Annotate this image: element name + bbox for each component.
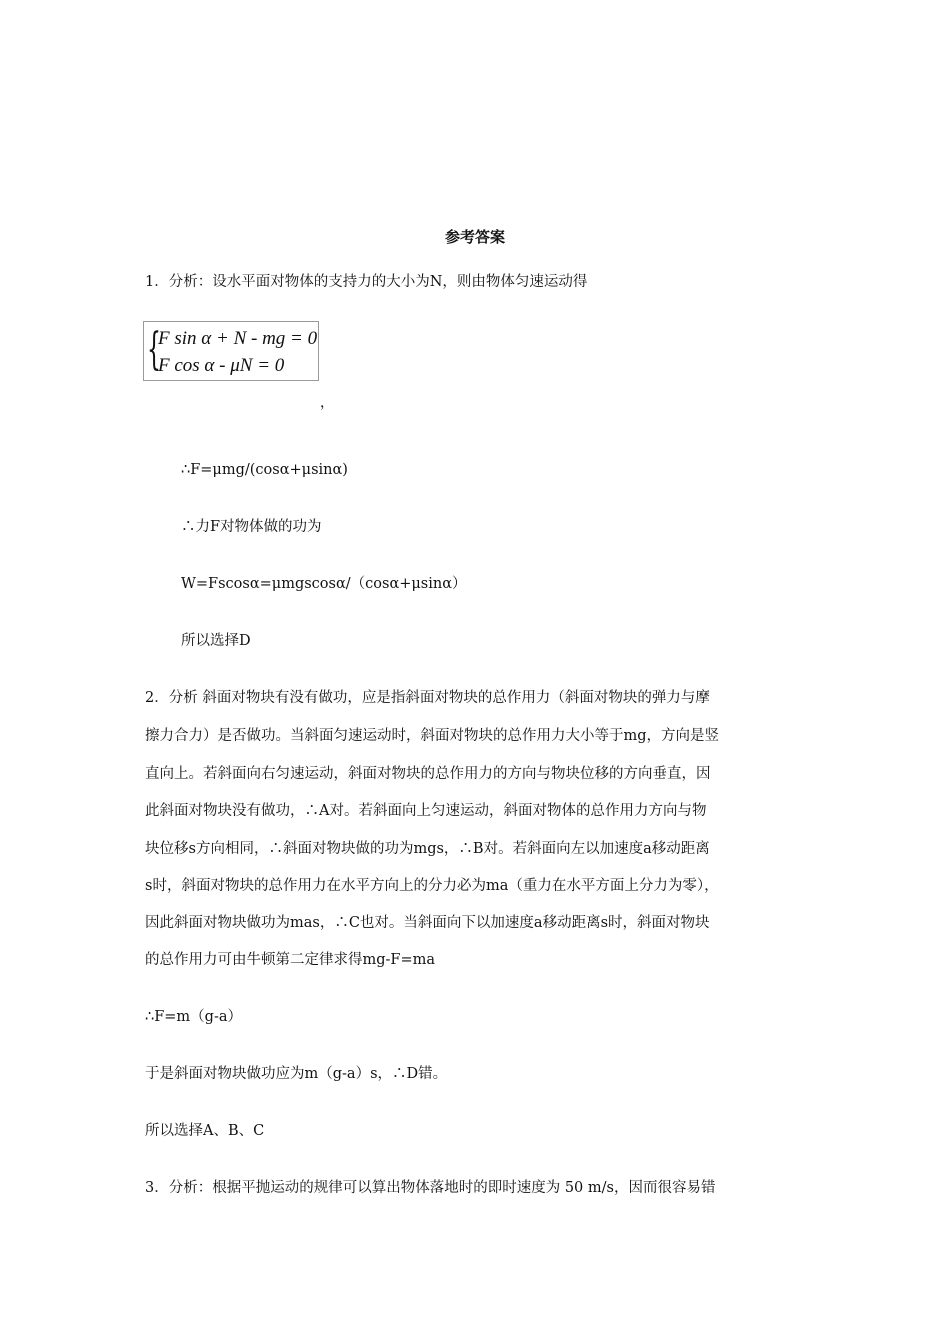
q2-line: 块位移s方向相同，∴斜面对物块做的功为mgs，∴B对。若斜面向左以加速度a移动距离 [145,841,710,857]
q1-work-intro: ∴力F对物体做的功为 [181,519,322,535]
q2-line: 2．分析 斜面对物块有没有做功，应是指斜面对物块的总作用力（斜面对物块的弹力与摩 [145,690,710,706]
equation-comma: ， [320,395,334,411]
page-title: 参考答案 [444,228,505,246]
q2-line: 因此斜面对物块做功为mas，∴C也对。当斜面向下以加速度a移动距离s时，斜面对物块 [145,915,710,931]
q1-work-formula: W=Fscosα=μmgscosα/（cosα+μsinα） [181,576,467,592]
q1-intro: 1．分析：设水平面对物体的支持力的大小为N，则由物体匀速运动得 [145,274,588,290]
q2-line: 直向上。若斜面向右匀速运动，斜面对物块的总作用力的方向与物块位移的方向垂直，因 [145,766,711,782]
q2-force-result: ∴F=m（g-a） [145,1009,243,1025]
q2-line: 此斜面对物块没有做功，∴A对。若斜面向上匀速运动，斜面对物体的总作用力方向与物 [145,803,707,819]
equation-system-box [143,321,319,381]
q2-line: 的总作用力可由牛顿第二定律求得mg-F=ma [145,952,436,968]
q2-line: s时，斜面对物块的总作用力在水平方向上的分力必为ma（重力在水平方面上分力为零）， [145,878,719,894]
q1-answer: 所以选择D [181,633,251,649]
equation-2: F cos α - μN = 0 [158,355,285,376]
equation-1: F sin α + N - mg = 0 [158,328,318,349]
q2-answer: 所以选择A、B、C [145,1123,265,1139]
q1-force-result: ∴F=μmg/(cosα+μsinα) [181,462,348,478]
q2-line: 擦力合力）是否做功。当斜面匀速运动时，斜面对物块的总作用力大小等于mg，方向是竖 [145,728,720,744]
q3-intro: 3．分析：根据平抛运动的规律可以算出物体落地时的即时速度为 50 m/s，因而很容易错 [145,1180,716,1196]
left-brace-icon: { [147,324,161,375]
q2-work-result: 于是斜面对物块做功应为m（g-a）s，∴D错。 [145,1066,448,1082]
